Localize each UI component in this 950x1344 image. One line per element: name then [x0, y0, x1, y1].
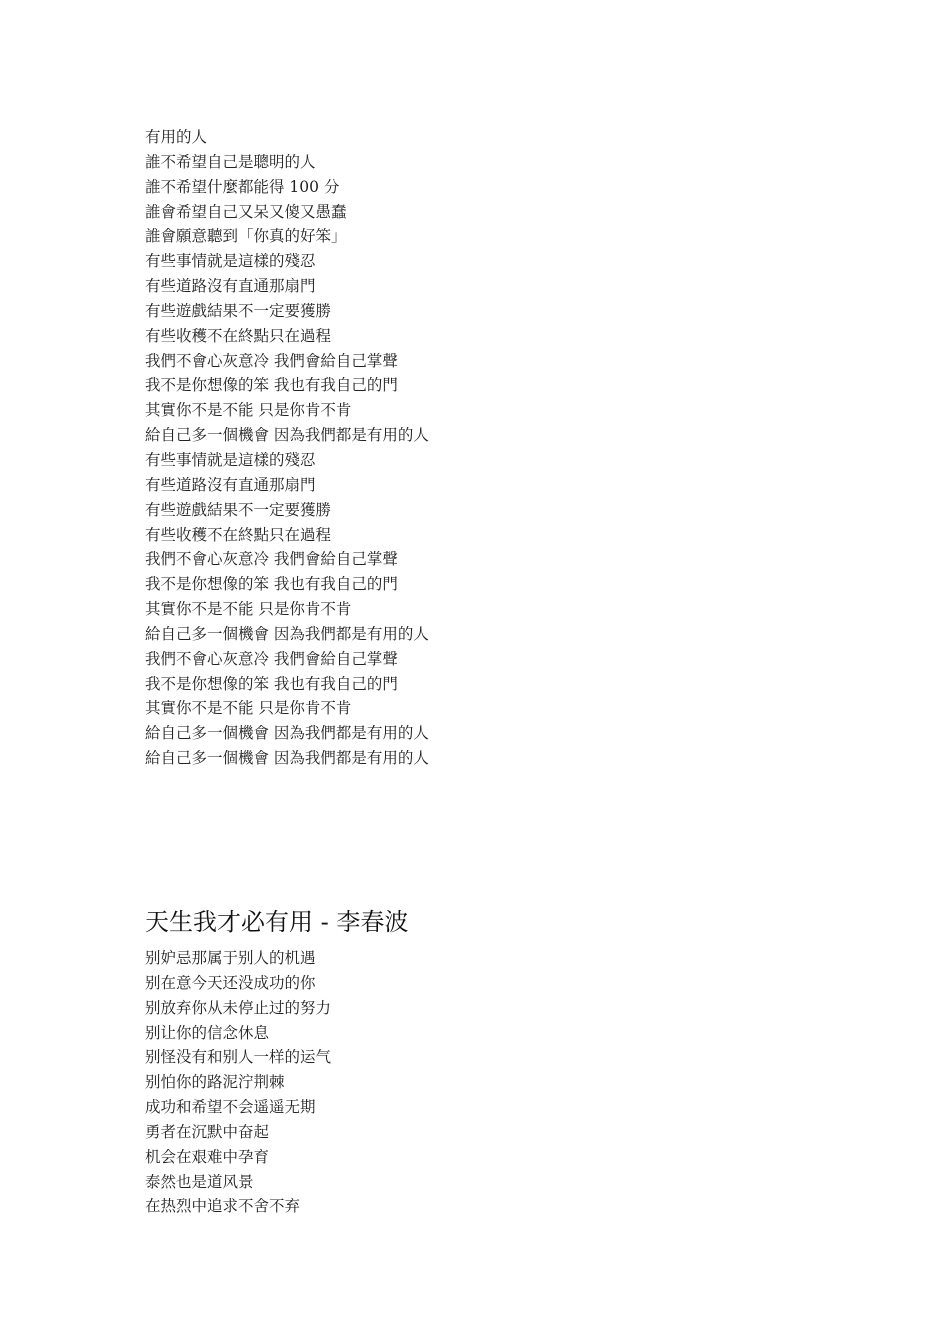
lyric-line: 誰會願意聽到「你真的好笨」 [145, 227, 347, 246]
lyric-line: 其實你不是不能 只是你肯不肯 [145, 600, 352, 619]
lyric-line: 我不是你想像的笨 我也有我自己的門 [145, 376, 398, 395]
lyric-line: 其實你不是不能 只是你肯不肯 [145, 699, 352, 718]
lyric-line: 别放弃你从未停止过的努力 [145, 998, 332, 1017]
lyric-line: 别在意今天还没成功的你 [145, 973, 316, 992]
lyric-line: 有些事情就是這樣的殘忍 [145, 450, 316, 469]
lyric-line: 給自己多一個機會 因為我們都是有用的人 [145, 624, 429, 643]
lyric-line: 有些道路沒有直通那扇門 [145, 475, 316, 494]
lyric-line: 别怪没有和别人一样的运气 [145, 1048, 332, 1067]
lyric-line: 給自己多一個機會 因為我們都是有用的人 [145, 426, 429, 445]
lyric-line: 給自己多一個機會 因為我們都是有用的人 [145, 749, 429, 768]
lyric-line: 誰不希望什麼都能得 100 分 [145, 177, 340, 196]
lyric-line: 我不是你想像的笨 我也有我自己的門 [145, 575, 398, 594]
song-lyrics-youyong-de-ren [145, 125, 429, 771]
song-lyrics-tiansheng-wocai-biyouyong [145, 946, 331, 1219]
lyric-line: 机会在艰难中孕育 [145, 1147, 270, 1166]
lyric-line: 我們不會心灰意冷 我們會給自己掌聲 [145, 649, 398, 668]
lyric-line: 有些遊戲結果不一定要獲勝 [145, 301, 332, 320]
lyric-line: 有些遊戲結果不一定要獲勝 [145, 500, 332, 519]
lyric-line: 勇者在沉默中奋起 [145, 1122, 270, 1141]
lyric-line: 有用的人 [145, 128, 208, 146]
lyric-line: 給自己多一個機會 因為我們都是有用的人 [145, 724, 429, 743]
lyric-line: 誰不希望自己是聰明的人 [145, 152, 316, 171]
lyric-line: 别让你的信念休息 [145, 1023, 270, 1042]
lyric-line: 别妒忌那属于别人的机遇 [145, 949, 316, 967]
lyric-line: 在热烈中追求不舍不弃 [145, 1197, 301, 1216]
lyric-line: 泰然也是道风景 [145, 1172, 254, 1191]
song-title: 天生我才必有用 - 李春波 [145, 908, 409, 936]
lyric-line: 有些收穫不在終點只在過程 [145, 326, 332, 345]
lyric-line: 我不是你想像的笨 我也有我自己的門 [145, 674, 398, 693]
lyric-line: 我們不會心灰意冷 我們會給自己掌聲 [145, 351, 398, 370]
lyric-line: 有些收穫不在終點只在過程 [145, 525, 332, 544]
lyric-line: 成功和希望不会遥遥无期 [145, 1098, 316, 1117]
lyric-line: 我們不會心灰意冷 我們會給自己掌聲 [145, 550, 398, 569]
lyric-line: 其實你不是不能 只是你肯不肯 [145, 401, 352, 420]
lyric-line: 别怕你的路泥泞荆棘 [145, 1073, 285, 1092]
lyric-line: 誰會希望自己又呆又傻又愚蠢 [145, 202, 347, 221]
lyric-line: 有些道路沒有直通那扇門 [145, 277, 316, 296]
lyric-line: 有些事情就是這樣的殘忍 [145, 252, 316, 271]
